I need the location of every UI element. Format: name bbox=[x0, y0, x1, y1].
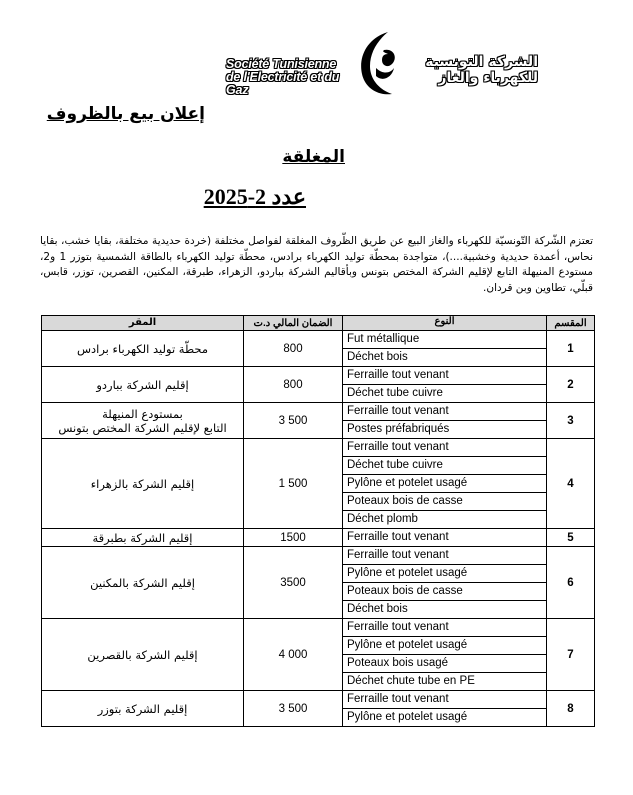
table-row bbox=[42, 331, 595, 367]
row-guarantee: 1500 bbox=[244, 529, 343, 547]
row-site-line: إقليم الشركة بالقصرين bbox=[87, 647, 198, 662]
row-site-line: إقليم الشركة بباردو bbox=[96, 377, 189, 392]
table-row bbox=[42, 439, 595, 529]
row-guarantee: 1 500 bbox=[244, 439, 343, 529]
row-site-line: إقليم الشركة بتوزر bbox=[97, 701, 188, 716]
row-guarantee: 3500 bbox=[244, 547, 343, 619]
announcement-title: إعلان بيع بالظروف bbox=[46, 104, 205, 124]
announcement-number: عدد 2-2025 bbox=[203, 184, 306, 209]
row-items bbox=[343, 367, 547, 403]
logo-french-name: Société Tunisienne de l'Electricité et du Gaz bbox=[226, 57, 340, 97]
steg-logo bbox=[226, 28, 538, 98]
row-item: Poteaux bois de casse bbox=[343, 492, 546, 510]
row-site-line: التابع لإقليم الشركة المختص بتونس bbox=[58, 420, 227, 435]
row-lot-number: 2 bbox=[547, 367, 595, 403]
row-item: Ferraille tout venant bbox=[347, 369, 449, 381]
row-lot-number: 4 bbox=[547, 439, 595, 529]
lots-table bbox=[41, 315, 595, 727]
table-row bbox=[42, 367, 595, 403]
row-items bbox=[343, 619, 547, 691]
row-lot-number: 8 bbox=[547, 691, 595, 727]
row-item: Déchet bois bbox=[343, 600, 546, 618]
row-site bbox=[42, 403, 244, 439]
table-row bbox=[42, 547, 595, 619]
row-item: Déchet tube cuivre bbox=[343, 384, 546, 402]
row-lot-number: 5 bbox=[547, 529, 595, 547]
row-lot-number: 1 bbox=[547, 331, 595, 367]
row-item: Ferraille tout venant bbox=[347, 693, 449, 705]
row-item: Ferraille tout venant bbox=[347, 405, 449, 417]
row-item: Déchet bois bbox=[343, 348, 546, 366]
row-items bbox=[343, 331, 547, 367]
row-site-line: إقليم الشركة بالمكنين bbox=[90, 575, 195, 590]
row-guarantee: 800 bbox=[244, 367, 343, 403]
row-item: Ferraille tout venant bbox=[347, 549, 449, 561]
announcement-subtitle: المغلقة bbox=[282, 147, 345, 167]
row-site bbox=[42, 619, 244, 691]
intro-paragraph: تعتزم الشّركة التّونسيّة للكهرباء والغاز البيع عن طريق الظّروف المغلقة لفواصل مختلفة (خردة حديدية مختلفة، بقايا خشب، بقايا نحاس، أعمدة حديدية وخشبية....)، متواجدة بمحطّة توليد الكهرباء برادس، محطّة توليد الكهرباء بالطاقة الشمسية بتوزر 1 و2، مستودع المنيهلة التابع لإقليم الشركة المختص بتونس وبأقاليم الشركة بباردو، الزهراء، طبرقة، المكنين، القصرين، توزر، قابس، قبلّي، تطاوين وبن قردان. bbox=[40, 235, 593, 294]
row-item: Déchet chute tube en PE bbox=[343, 672, 546, 690]
row-item: Pylône et potelet usagé bbox=[343, 708, 546, 726]
row-item: Poteaux bois de casse bbox=[343, 582, 546, 600]
row-items bbox=[343, 547, 547, 619]
header-lot: المقسم bbox=[547, 316, 595, 331]
row-item: Pylône et potelet usagé bbox=[343, 636, 546, 654]
row-site bbox=[42, 331, 244, 367]
row-items bbox=[343, 691, 547, 727]
row-site-line: محطّة توليد الكهرباء برادس bbox=[76, 341, 208, 356]
row-lot-number: 7 bbox=[547, 619, 595, 691]
header-type: النوع bbox=[343, 316, 547, 331]
row-item: Postes préfabriqués bbox=[343, 420, 546, 438]
row-items bbox=[343, 439, 547, 529]
row-site bbox=[42, 529, 244, 547]
row-items bbox=[343, 403, 547, 439]
row-site bbox=[42, 439, 244, 529]
table-row bbox=[42, 619, 595, 691]
row-site bbox=[42, 547, 244, 619]
header-guarantee: الضمان المالي د.ت bbox=[244, 316, 343, 331]
logo-arabic-name: الشركة التونسية للكهرباء والغاز bbox=[425, 54, 538, 86]
row-guarantee: 800 bbox=[244, 331, 343, 367]
row-site-line: إقليم الشركة بطبرقة bbox=[92, 530, 193, 545]
row-guarantee: 3 500 bbox=[244, 403, 343, 439]
row-site bbox=[42, 367, 244, 403]
row-item: Ferraille tout venant bbox=[347, 621, 449, 633]
table-row bbox=[42, 403, 595, 439]
row-item: Déchet tube cuivre bbox=[343, 456, 546, 474]
row-item: Ferraille tout venant bbox=[347, 441, 449, 453]
row-item: Ferraille tout venant bbox=[347, 531, 449, 543]
table-row bbox=[42, 529, 595, 547]
row-site-line: إقليم الشركة بالزهراء bbox=[90, 476, 195, 491]
row-item: Pylône et potelet usagé bbox=[343, 564, 546, 582]
table-header-row bbox=[42, 316, 595, 331]
row-site-line: بمستودع المنيهلة bbox=[102, 406, 183, 421]
row-item: Fut métallique bbox=[347, 333, 420, 345]
header-site: المقر bbox=[42, 316, 244, 331]
row-lot-number: 3 bbox=[547, 403, 595, 439]
row-lot-number: 6 bbox=[547, 547, 595, 619]
row-items bbox=[343, 529, 547, 547]
row-item: Pylône et potelet usagé bbox=[343, 474, 546, 492]
row-site bbox=[42, 691, 244, 727]
table-row bbox=[42, 691, 595, 727]
row-item: Déchet plomb bbox=[343, 510, 546, 528]
row-guarantee: 3 500 bbox=[244, 691, 343, 727]
row-guarantee: 4 000 bbox=[244, 619, 343, 691]
row-item: Poteaux bois usagé bbox=[343, 654, 546, 672]
